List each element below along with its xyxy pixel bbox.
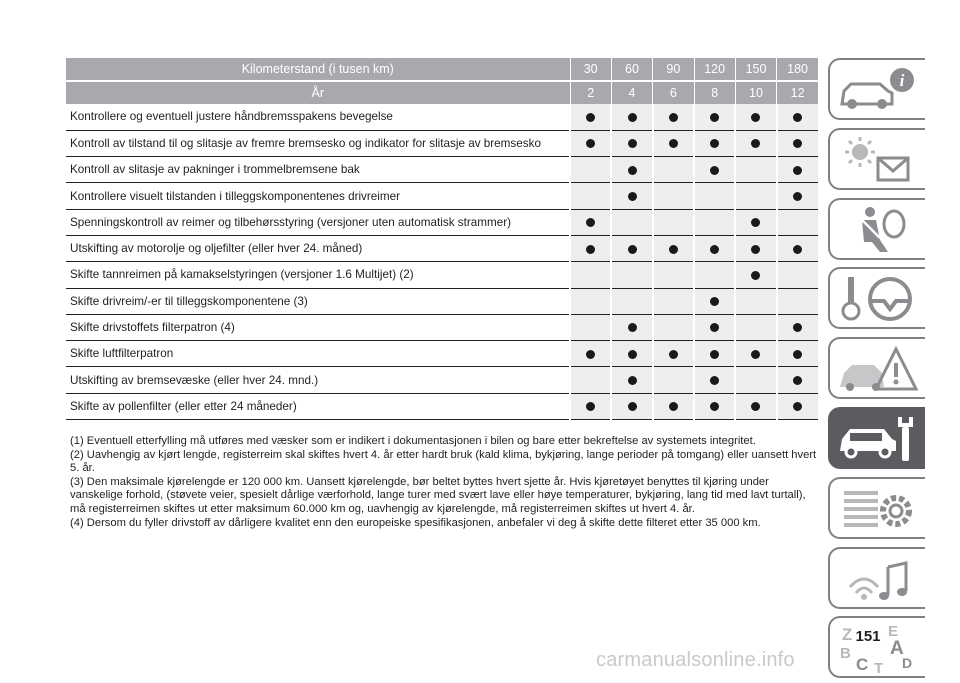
- tab-warning-lights[interactable]: [828, 128, 925, 190]
- interval-cell: [735, 288, 776, 314]
- row-label: Utskifting av bremsevæske (eller hver 24. mnd.): [66, 367, 570, 393]
- table-row: [66, 183, 818, 209]
- service-required-dot: [710, 166, 719, 175]
- interval-cell: [611, 157, 652, 183]
- interval-cell: [611, 393, 652, 419]
- interval-cell: [777, 288, 818, 314]
- service-required-dot: [710, 113, 719, 122]
- service-required-dot: [751, 245, 760, 254]
- service-required-dot: [586, 245, 595, 254]
- header-km-value: 150: [735, 58, 776, 81]
- interval-cell: [570, 393, 611, 419]
- interval-cell: [653, 341, 694, 367]
- interval-cell: [611, 288, 652, 314]
- footnotes: [70, 435, 820, 530]
- service-required-dot: [751, 271, 760, 280]
- interval-cell: [570, 130, 611, 156]
- interval-cell: [735, 314, 776, 340]
- index-letter: D: [902, 655, 913, 672]
- row-label: Utskifting av motorolje og oljefilter (eller hver 24. måned): [66, 235, 570, 261]
- page-number: 151: [855, 628, 881, 645]
- interval-cell: [735, 183, 776, 209]
- interval-cell: [694, 288, 735, 314]
- interval-cell: [777, 314, 818, 340]
- service-required-dot: [710, 376, 719, 385]
- watermark-text: carmanualsonline.info: [596, 649, 795, 671]
- service-required-dot: [751, 113, 760, 122]
- header-year-value: 2: [570, 81, 611, 104]
- tab-multimedia[interactable]: [828, 547, 925, 609]
- interval-cell: [570, 314, 611, 340]
- interval-cell: [735, 341, 776, 367]
- service-required-dot: [628, 323, 637, 332]
- interval-cell: [653, 183, 694, 209]
- svg-text:i: i: [899, 71, 905, 90]
- interval-cell: [611, 262, 652, 288]
- tab-index[interactable]: [828, 616, 925, 678]
- interval-cell: [694, 341, 735, 367]
- index-letter: B: [840, 645, 851, 663]
- tab-car-info[interactable]: [828, 58, 925, 120]
- service-required-dot: [628, 113, 637, 122]
- header-year-label: År: [66, 81, 570, 104]
- interval-cell: [611, 130, 652, 156]
- service-required-dot: [628, 350, 637, 359]
- table-row: [66, 393, 818, 419]
- tab-safety[interactable]: [828, 198, 925, 260]
- interval-cell: [735, 209, 776, 235]
- service-required-dot: [751, 402, 760, 411]
- interval-cell: [735, 235, 776, 261]
- service-required-dot: [751, 350, 760, 359]
- service-required-dot: [710, 323, 719, 332]
- interval-cell: [777, 104, 818, 130]
- interval-cell: [694, 130, 735, 156]
- service-required-dot: [793, 139, 802, 148]
- interval-cell: [570, 235, 611, 261]
- row-label: Kontroll av slitasje av pakninger i trommelbremsene bak: [66, 157, 570, 183]
- interval-cell: [653, 367, 694, 393]
- interval-cell: [694, 157, 735, 183]
- service-required-dot: [710, 350, 719, 359]
- header-row-kilometers: [66, 58, 818, 81]
- interval-cell: [694, 393, 735, 419]
- table-row: [66, 209, 818, 235]
- service-required-dot: [628, 139, 637, 148]
- interval-cell: [694, 104, 735, 130]
- tab-starting-driving[interactable]: [828, 267, 925, 329]
- table-row: [66, 262, 818, 288]
- interval-cell: [694, 314, 735, 340]
- service-required-dot: [751, 218, 760, 227]
- interval-cell: [570, 183, 611, 209]
- table-row: [66, 130, 818, 156]
- row-label: Spenningskontroll av reimer og tilbehørsstyring (versjoner uten automatisk strammer): [66, 209, 570, 235]
- warning-lights-mail-icon: [836, 134, 920, 186]
- interval-cell: [735, 262, 776, 288]
- header-km-value: 90: [653, 58, 694, 81]
- service-required-dot: [586, 350, 595, 359]
- interval-cell: [611, 235, 652, 261]
- header-km-value: 120: [694, 58, 735, 81]
- header-year-value: 6: [653, 81, 694, 104]
- service-required-dot: [793, 166, 802, 175]
- header-row-years: [66, 81, 818, 104]
- interval-cell: [777, 262, 818, 288]
- car-emergency-icon: [836, 343, 920, 395]
- footnote-2: (2) Uavhengig av kjørt lengde, registerreim skal skiftes hvert 4. år etter hardt bruk (kald klima, bykjøring, lange perioder på tomgang) eller uansett hvert 5. år.: [70, 448, 817, 475]
- interval-cell: [777, 157, 818, 183]
- service-required-dot: [669, 139, 678, 148]
- interval-cell: [653, 393, 694, 419]
- service-required-dot: [586, 113, 595, 122]
- interval-cell: [611, 183, 652, 209]
- service-required-dot: [669, 402, 678, 411]
- table-row: [66, 341, 818, 367]
- interval-cell: [777, 393, 818, 419]
- header-year-value: 12: [777, 81, 818, 104]
- chapter-tabs: [828, 58, 925, 683]
- service-required-dot: [586, 402, 595, 411]
- interval-cell: [611, 341, 652, 367]
- interval-cell: [570, 367, 611, 393]
- index-letter: A: [890, 638, 904, 660]
- header-km-label: Kilometerstand (i tusen km): [66, 58, 570, 81]
- interval-cell: [777, 235, 818, 261]
- interval-cell: [694, 209, 735, 235]
- header-km-value: 30: [570, 58, 611, 81]
- footnote-3: (3) Den maksimale kjørelengde er 120 000 km. Uansett kjørelengde, bør beltet byttes hvert sjette år. Hvis kjøretøyet benyttes til kjøring under vanskelige forhold, (støvete veier, spesielt dårlige værforhold, lange turer med svært lave eller høye temperaturer, bykjøring, lang tid med lavt turtall), må registerreimen skiftes ut etter maksimum 60.000 km og, uavhengig av kjørelengde, må registerreimen skiftes ut hvert 4. år.: [70, 475, 806, 515]
- interval-cell: [777, 130, 818, 156]
- multimedia-music-icon: [836, 553, 920, 605]
- table-row: [66, 235, 818, 261]
- service-required-dot: [710, 139, 719, 148]
- service-required-dot: [628, 376, 637, 385]
- tab-emergency[interactable]: [828, 337, 925, 399]
- interval-cell: [653, 104, 694, 130]
- interval-cell: [694, 262, 735, 288]
- service-required-dot: [586, 218, 595, 227]
- interval-cell: [611, 209, 652, 235]
- car-maintenance-wrench-icon: [836, 413, 920, 465]
- service-required-dot: [793, 113, 802, 122]
- row-label: Skifte drivstoffets filterpatron (4): [66, 314, 570, 340]
- interval-cell: [653, 209, 694, 235]
- interval-cell: [570, 104, 611, 130]
- service-required-dot: [628, 166, 637, 175]
- interval-cell: [735, 367, 776, 393]
- service-required-dot: [793, 245, 802, 254]
- table-row: [66, 157, 818, 183]
- interval-cell: [611, 314, 652, 340]
- interval-cell: [653, 157, 694, 183]
- row-label: Skifte tannreimen på kamakselstyringen (versjoner 1.6 Multijet) (2): [66, 262, 570, 288]
- row-label: Kontroll av tilstand til og slitasje av fremre bremsesko og indikator for slitasje av bremsesko: [66, 130, 570, 156]
- interval-cell: [611, 367, 652, 393]
- maintenance-schedule-table: [66, 58, 818, 420]
- tab-technical-data[interactable]: [828, 477, 925, 539]
- table-row: [66, 314, 818, 340]
- row-label: Skifte av pollenfilter (eller etter 24 måneder): [66, 393, 570, 419]
- service-required-dot: [793, 192, 802, 201]
- interval-cell: [777, 367, 818, 393]
- table-row: [66, 104, 818, 130]
- key-steering-wheel-icon: [836, 273, 920, 325]
- interval-cell: [611, 104, 652, 130]
- header-km-value: 180: [777, 58, 818, 81]
- car-info-icon: [836, 64, 920, 116]
- interval-cell: [653, 235, 694, 261]
- index-letter: T: [874, 660, 884, 675]
- service-required-dot: [628, 402, 637, 411]
- interval-cell: [735, 157, 776, 183]
- interval-cell: [653, 288, 694, 314]
- interval-cell: [694, 367, 735, 393]
- interval-cell: [570, 209, 611, 235]
- row-label: Skifte luftfilterpatron: [66, 341, 570, 367]
- header-year-value: 10: [735, 81, 776, 104]
- row-label: Kontrollere og eventuell justere håndbremsspakens bevegelse: [66, 104, 570, 130]
- service-required-dot: [793, 350, 802, 359]
- interval-cell: [694, 183, 735, 209]
- header-km-value: 60: [611, 58, 652, 81]
- header-year-value: 8: [694, 81, 735, 104]
- service-required-dot: [793, 402, 802, 411]
- interval-cell: [777, 183, 818, 209]
- interval-cell: [570, 262, 611, 288]
- row-label: Skifte drivreim/-er til tilleggskomponentene (3): [66, 288, 570, 314]
- interval-cell: [735, 104, 776, 130]
- interval-cell: [777, 209, 818, 235]
- index-letter: C: [856, 655, 869, 675]
- index-letter: E: [888, 623, 899, 641]
- table-row: [66, 288, 818, 314]
- service-required-dot: [710, 297, 719, 306]
- seatbelt-airbag-icon: [836, 204, 920, 256]
- interval-cell: [694, 235, 735, 261]
- interval-cell: [735, 393, 776, 419]
- service-required-dot: [710, 402, 719, 411]
- interval-cell: [653, 314, 694, 340]
- interval-cell: [570, 157, 611, 183]
- service-required-dot: [793, 376, 802, 385]
- header-year-value: 4: [611, 81, 652, 104]
- interval-cell: [735, 130, 776, 156]
- footnote-1: (1) Eventuell etterfylling må utføres med væsker som er indikert i dokumentasjonen i bilen og bare etter bekreftelse av systemets integritet.: [70, 435, 756, 447]
- tab-maintenance[interactable]: [828, 407, 925, 469]
- row-label: Kontrollere visuelt tilstanden i tilleggskomponentenes drivreimer: [66, 183, 570, 209]
- service-required-dot: [628, 192, 637, 201]
- interval-cell: [653, 130, 694, 156]
- interval-cell: [653, 262, 694, 288]
- service-required-dot: [751, 139, 760, 148]
- interval-cell: [570, 288, 611, 314]
- service-required-dot: [669, 350, 678, 359]
- service-required-dot: [793, 323, 802, 332]
- service-required-dot: [710, 245, 719, 254]
- service-required-dot: [669, 245, 678, 254]
- table-body: [66, 104, 818, 420]
- technical-data-gear-icon: [836, 483, 920, 535]
- service-required-dot: [628, 245, 637, 254]
- service-required-dot: [669, 113, 678, 122]
- interval-cell: [570, 341, 611, 367]
- service-required-dot: [586, 139, 595, 148]
- index-letter: Z: [842, 625, 853, 645]
- table-row: [66, 367, 818, 393]
- footnote-4: (4) Dersom du fyller drivstoff av dårligere kvalitet enn den europeiske spesifikasjonen, anbefaler vi deg å skifte dette filteret etter 35 000 km.: [70, 516, 761, 529]
- interval-cell: [777, 341, 818, 367]
